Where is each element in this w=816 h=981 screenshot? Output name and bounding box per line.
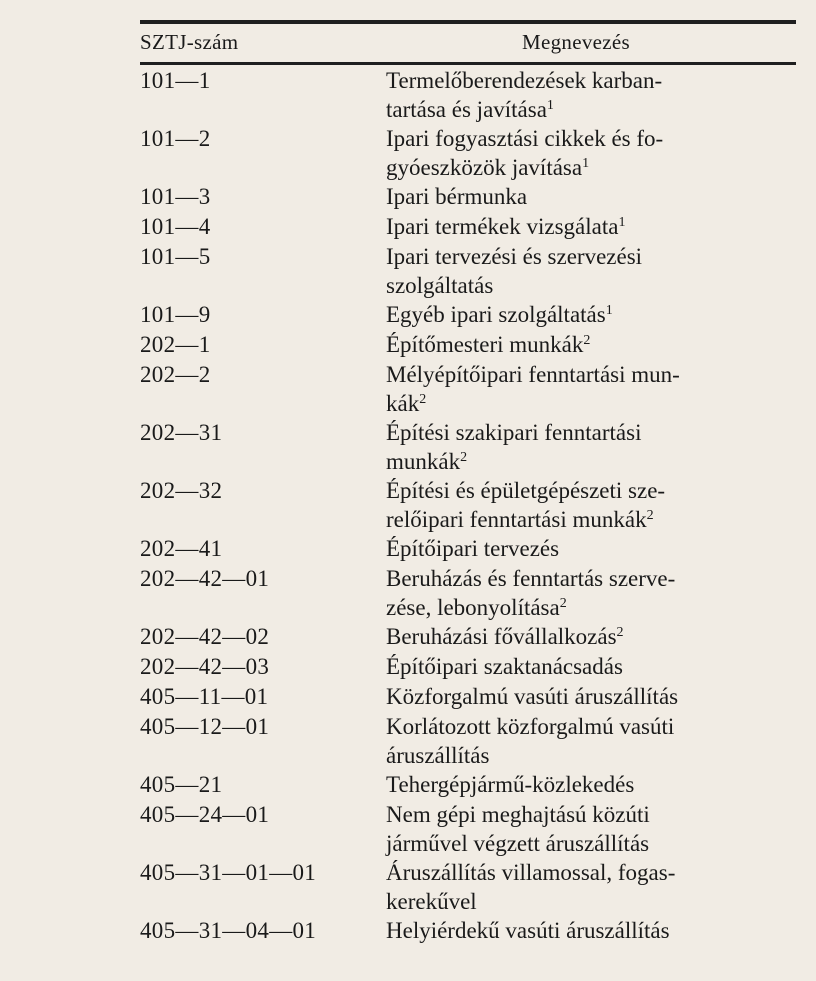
service-name-line: munkák$^2$ (386, 449, 468, 474)
service-name (386, 124, 800, 182)
sztj-code: 101—5 (140, 244, 211, 269)
service-name-line: Korlátozott közforgalmú vasúti (386, 714, 675, 739)
service-name-line: járművel végzett áruszállítás (386, 831, 650, 856)
sztj-code: 405—21 (140, 772, 223, 797)
service-name-line: Nem gépi meghajtású közúti (386, 802, 650, 827)
sztj-code: 202—31 (140, 420, 223, 445)
sztj-code: 405—24—01 (140, 802, 270, 827)
service-name-line: Egyéb ipari szolgáltatás$^1$ (386, 302, 613, 327)
sztj-code: 202—2 (140, 362, 211, 387)
table-row (0, 534, 816, 564)
table-row (0, 182, 816, 212)
service-name (386, 476, 800, 534)
header-rule (140, 62, 796, 65)
sztj-code: 405—11—01 (140, 684, 269, 709)
service-name-line: Termelőberendezések karban- (386, 68, 663, 93)
service-name-line: Ipari bérmunka (386, 184, 528, 209)
service-name-line: Áruszállítás villamossal, fogas- (386, 860, 676, 885)
service-name-line: Tehergépjármű-közlekedés (386, 772, 635, 797)
service-name (386, 212, 800, 241)
column-header-code: SZTJ-szám (140, 30, 239, 54)
service-name-line: Beruházási fővállalkozás$^2$ (386, 624, 624, 649)
sztj-code: 101—3 (140, 184, 211, 209)
service-name (386, 652, 800, 681)
table-row (0, 476, 816, 534)
sztj-code: 202—1 (140, 332, 211, 357)
table-row (0, 418, 816, 476)
column-header-name: Megnevezés (522, 30, 630, 54)
service-name-line: gyóeszközök javítása$^1$ (386, 155, 590, 180)
table-row (0, 300, 816, 330)
service-name-line: Helyiérdekű vasúti áruszállítás (386, 918, 670, 943)
sztj-code: 405—31—01—01 (140, 860, 317, 885)
service-name (386, 66, 800, 124)
service-name (386, 418, 800, 476)
service-name-line: Építőipari szaktanácsadás (386, 654, 623, 679)
service-name-line: Ipari fogyasztási cikkek és fo- (386, 126, 664, 151)
table-row (0, 800, 816, 858)
service-name-line: áruszállítás (386, 743, 490, 768)
service-name (386, 182, 800, 211)
service-name-line: kák$^2$ (386, 391, 427, 416)
service-name (386, 800, 800, 858)
service-name (386, 534, 800, 563)
sztj-code: 202—42—01 (140, 566, 270, 591)
service-name-line: Ipari termékek vizsgálata$^1$ (386, 214, 626, 239)
service-name-line: kerekűvel (386, 889, 477, 914)
sztj-code: 405—31—04—01 (140, 918, 317, 943)
table-row (0, 66, 816, 124)
table-row (0, 858, 816, 916)
sztj-code: 101—2 (140, 126, 211, 151)
service-name (386, 858, 800, 916)
service-name (386, 360, 800, 418)
sztj-code: 202—32 (140, 478, 223, 503)
service-name (386, 300, 800, 329)
table-row (0, 330, 816, 360)
service-name (386, 564, 800, 622)
table-row (0, 242, 816, 300)
sztj-code: 202—42—03 (140, 654, 270, 679)
table-row (0, 652, 816, 682)
service-name (386, 712, 800, 770)
service-name-line: Építési és épületgépészeti sze- (386, 478, 666, 503)
table-row (0, 124, 816, 182)
service-name-line: Építési szakipari fenntartási (386, 420, 642, 445)
service-name (386, 916, 800, 945)
sztj-code: 202—42—02 (140, 624, 270, 649)
service-name (386, 622, 800, 651)
sztj-code: 101—1 (140, 68, 211, 93)
table-row (0, 360, 816, 418)
table-row (0, 916, 816, 946)
service-name (386, 682, 800, 711)
table-row (0, 212, 816, 242)
service-name-line: Ipari tervezési és szervezési (386, 244, 643, 269)
top-rule (140, 20, 796, 24)
service-name-line: tartása és javítása$^1$ (386, 97, 554, 122)
service-name (386, 330, 800, 359)
sztj-code: 101—9 (140, 302, 211, 327)
table-row (0, 682, 816, 712)
table-row (0, 622, 816, 652)
sztj-code: 405—12—01 (140, 714, 270, 739)
service-name (386, 770, 800, 799)
service-name-line: relőipari fenntartási munkák$^2$ (386, 507, 654, 532)
service-name-line: Építőipari tervezés (386, 536, 560, 561)
service-name-line: Beruházás és fenntartás szerve- (386, 566, 676, 591)
table-body (0, 66, 816, 946)
sztj-code: 202—41 (140, 536, 223, 561)
service-name (386, 242, 800, 300)
service-name-line: zése, lebonyolítása$^2$ (386, 595, 567, 620)
table-row (0, 564, 816, 622)
service-name-line: Közforgalmú vasúti áruszállítás (386, 684, 679, 709)
service-name-line: Építőmesteri munkák$^2$ (386, 332, 591, 357)
sztj-code: 101—4 (140, 214, 211, 239)
service-name-line: szolgáltatás (386, 273, 494, 298)
service-name-line: Mélyépítőipari fenntartási mun- (386, 362, 680, 387)
table-row (0, 770, 816, 800)
table-row (0, 712, 816, 770)
